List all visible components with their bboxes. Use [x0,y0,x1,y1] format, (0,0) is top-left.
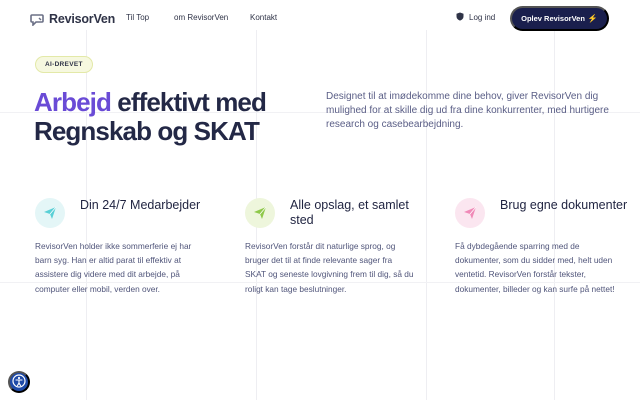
shield-icon [456,12,464,23]
accessibility-icon [12,374,26,391]
paper-plane-icon [35,198,65,228]
nav-link-til-top[interactable]: Til Top [126,13,150,22]
feature-text: RevisorVen forstår dit naturlige sprog, og bruger det til at finde relevante sager fra SKAT og seneste lovgivning frem til dig, så du roligt kan tage beslutninger. [245,241,414,294]
paper-plane-icon [245,198,275,228]
feature-title: Brug egne dokumenter [500,198,628,212]
grid-line [426,30,427,400]
hero-description: Designet til at imødekomme dine behov, giver RevisorVen dig mulighed for at skille dig ud fra dine konkurrenter, med hurtigere research og casebearbejdning. [326,91,609,130]
hero-title-line1: effektivt med [110,87,266,117]
hero-title-line2: Regnskab og SKAT [34,116,259,146]
paper-plane-icon [455,198,485,228]
logo-text: RevisorVen [49,12,116,26]
logo[interactable] [30,10,115,28]
login-link[interactable] [456,12,495,23]
hero-title [34,88,324,146]
feature-text: Få dybdegående sparring med de dokumenter, som du sidder med, helt uden ventetid. RevisorVen forstår tekster, dokumenter, billeder og kan surfe på nettet! [455,241,615,294]
accessibility-button[interactable] [8,371,30,393]
nav-link-om-revisorven[interactable]: om RevisorVen [174,13,229,22]
feature-title: Alle opslag, et samlet sted [290,198,409,227]
nav-link-kontakt[interactable]: Kontakt [250,13,278,22]
grid-line [554,30,555,400]
cta-label: Oplev RevisorVen [521,14,585,23]
grid-line [86,30,87,400]
feature-title: Din 24/7 Medarbejder [80,198,201,212]
lightning-icon: ⚡ [587,14,598,23]
hero-title-accent: Arbejd [34,87,111,117]
feature-text: RevisorVen holder ikke sommerferie ej har barn syg. Han er altid parat til effektiv at assistere dig videre med dit arbejde, på computer eller mobil, verden over. [35,241,192,294]
logo-icon [30,13,44,25]
try-revisorven-button[interactable] [510,6,609,31]
site-header [0,0,640,38]
login-label: Log ind [469,13,496,22]
ai-badge: AI-DREVET [35,56,93,73]
